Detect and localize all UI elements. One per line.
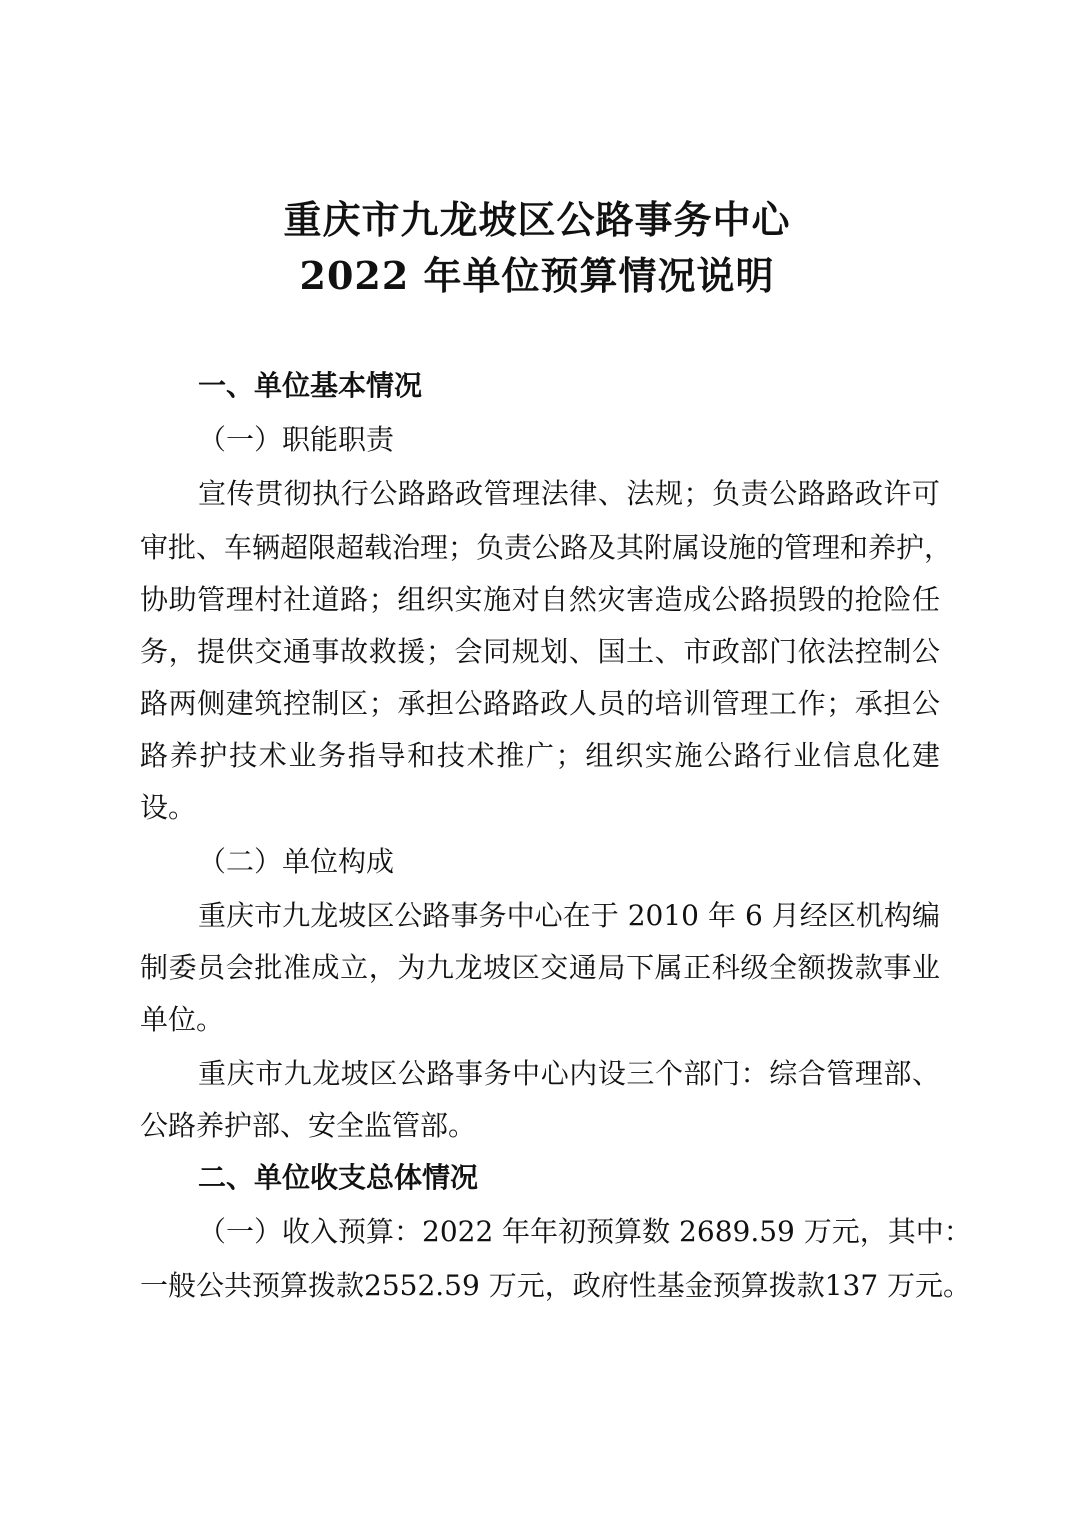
paragraph-line: 设。: [140, 791, 197, 824]
paragraph-line: 路两侧建筑控制区；承担公路路政人员的培训管理工作；承担公: [140, 687, 940, 720]
paragraph-line: （一）收入预算：2022 年年初预算数 2689.59 万元，其中：: [198, 1215, 972, 1248]
document-title-line1: 重庆市九龙坡区公路事务中心: [283, 197, 791, 242]
paragraph-line: 协助管理村社道路；组织实施对自然灾害造成公路损毁的抢险任: [140, 583, 940, 616]
paragraph-line: 制委员会批准成立，为九龙坡区交通局下属正科级全额拨款事业: [140, 951, 940, 984]
section1-sub2-heading: （二）单位构成: [198, 845, 395, 878]
paragraph-line: 务，提供交通事故救援；会同规划、国土、市政部门依法控制公: [140, 635, 940, 668]
section1-sub1-heading: （一）职能职责: [198, 423, 395, 456]
paragraph-line: 一般公共预算拨款2552.59 万元，政府性基金预算拨款137 万元。: [140, 1269, 972, 1302]
paragraph-line: 重庆市九龙坡区公路事务中心内设三个部门：综合管理部、: [198, 1057, 940, 1090]
paragraph-line: 重庆市九龙坡区公路事务中心在于 2010 年 6 月经区机构编: [198, 899, 940, 932]
document-title-line2: 2022 年单位预算情况说明: [299, 253, 775, 298]
paragraph-line: 公路养护部、安全监管部。: [140, 1109, 477, 1142]
section1-heading: 一、单位基本情况: [198, 369, 423, 402]
paragraph-line: 宣传贯彻执行公路路政管理法律、法规；负责公路路政许可: [198, 477, 940, 510]
paragraph-line: 审批、车辆超限超载治理；负责公路及其附属设施的管理和养护，: [140, 531, 953, 564]
section2-heading: 二、单位收支总体情况: [198, 1161, 479, 1194]
paragraph-line: 单位。: [140, 1003, 225, 1036]
paragraph-line: 路养护技术业务指导和技术推广；组织实施公路行业信息化建: [140, 739, 940, 772]
